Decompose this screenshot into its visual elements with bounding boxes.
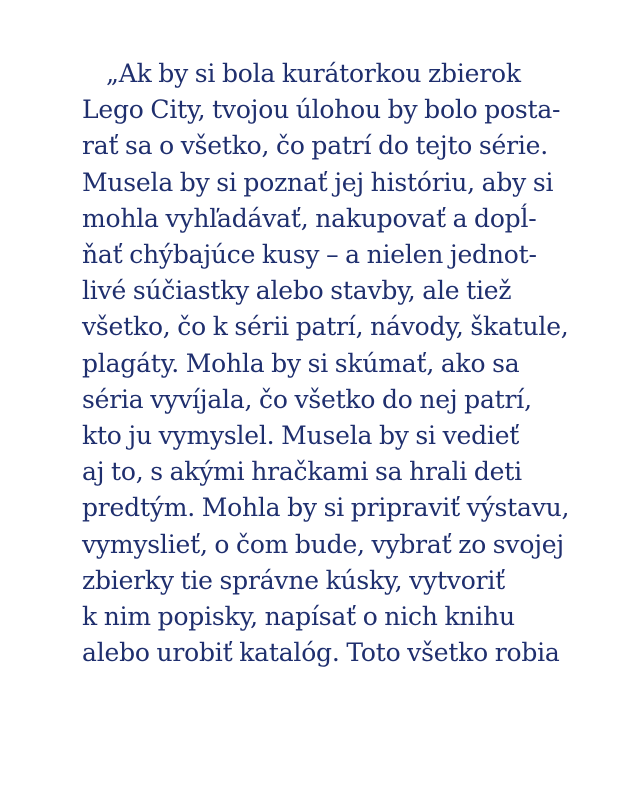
text-line: „Ak by si bola kurátorkou zbierok [106, 59, 521, 88]
text-line: všetko, čo k sérii patrí, návody, škatule, [82, 312, 569, 342]
text-line: alebo urobiť katalóg. Toto všetko robia [82, 638, 560, 668]
text-line: plagáty. Mohla by si skúmať, ako sa [82, 348, 520, 378]
text-line: vymyslieť, o čom bude, vybrať zo svojej [82, 529, 564, 559]
text-line: rať sa o všetko, čo patrí do tejto série. [82, 131, 549, 161]
text-line: livé súčiastky alebo stavby, ale tiež [82, 276, 512, 306]
text-line: mohla vyhľadávať, nakupovať a dopĺ- [82, 203, 537, 233]
text-line: aj to, s akými hračkami sa hrali deti [82, 457, 522, 487]
text-line: kto ju vymyslel. Musela by si vedieť [82, 421, 520, 451]
text-line: Lego City, tvojou úlohou by bolo posta- [82, 95, 561, 125]
text-line: Musela by si poznať jej históriu, aby si [82, 167, 554, 197]
text-line: k nim popisky, napísať o nich knihu [82, 602, 515, 632]
body-paragraph [82, 56, 602, 671]
text-line: predtým. Mohla by si pripraviť výstavu, [82, 493, 570, 523]
text-line: séria vyvíjala, čo všetko do nej patrí, [82, 384, 532, 414]
text-line: zbierky tie správne kúsky, vytvoriť [82, 565, 505, 595]
text-line: ňať chýbajúce kusy – a nielen jednot- [82, 240, 537, 270]
